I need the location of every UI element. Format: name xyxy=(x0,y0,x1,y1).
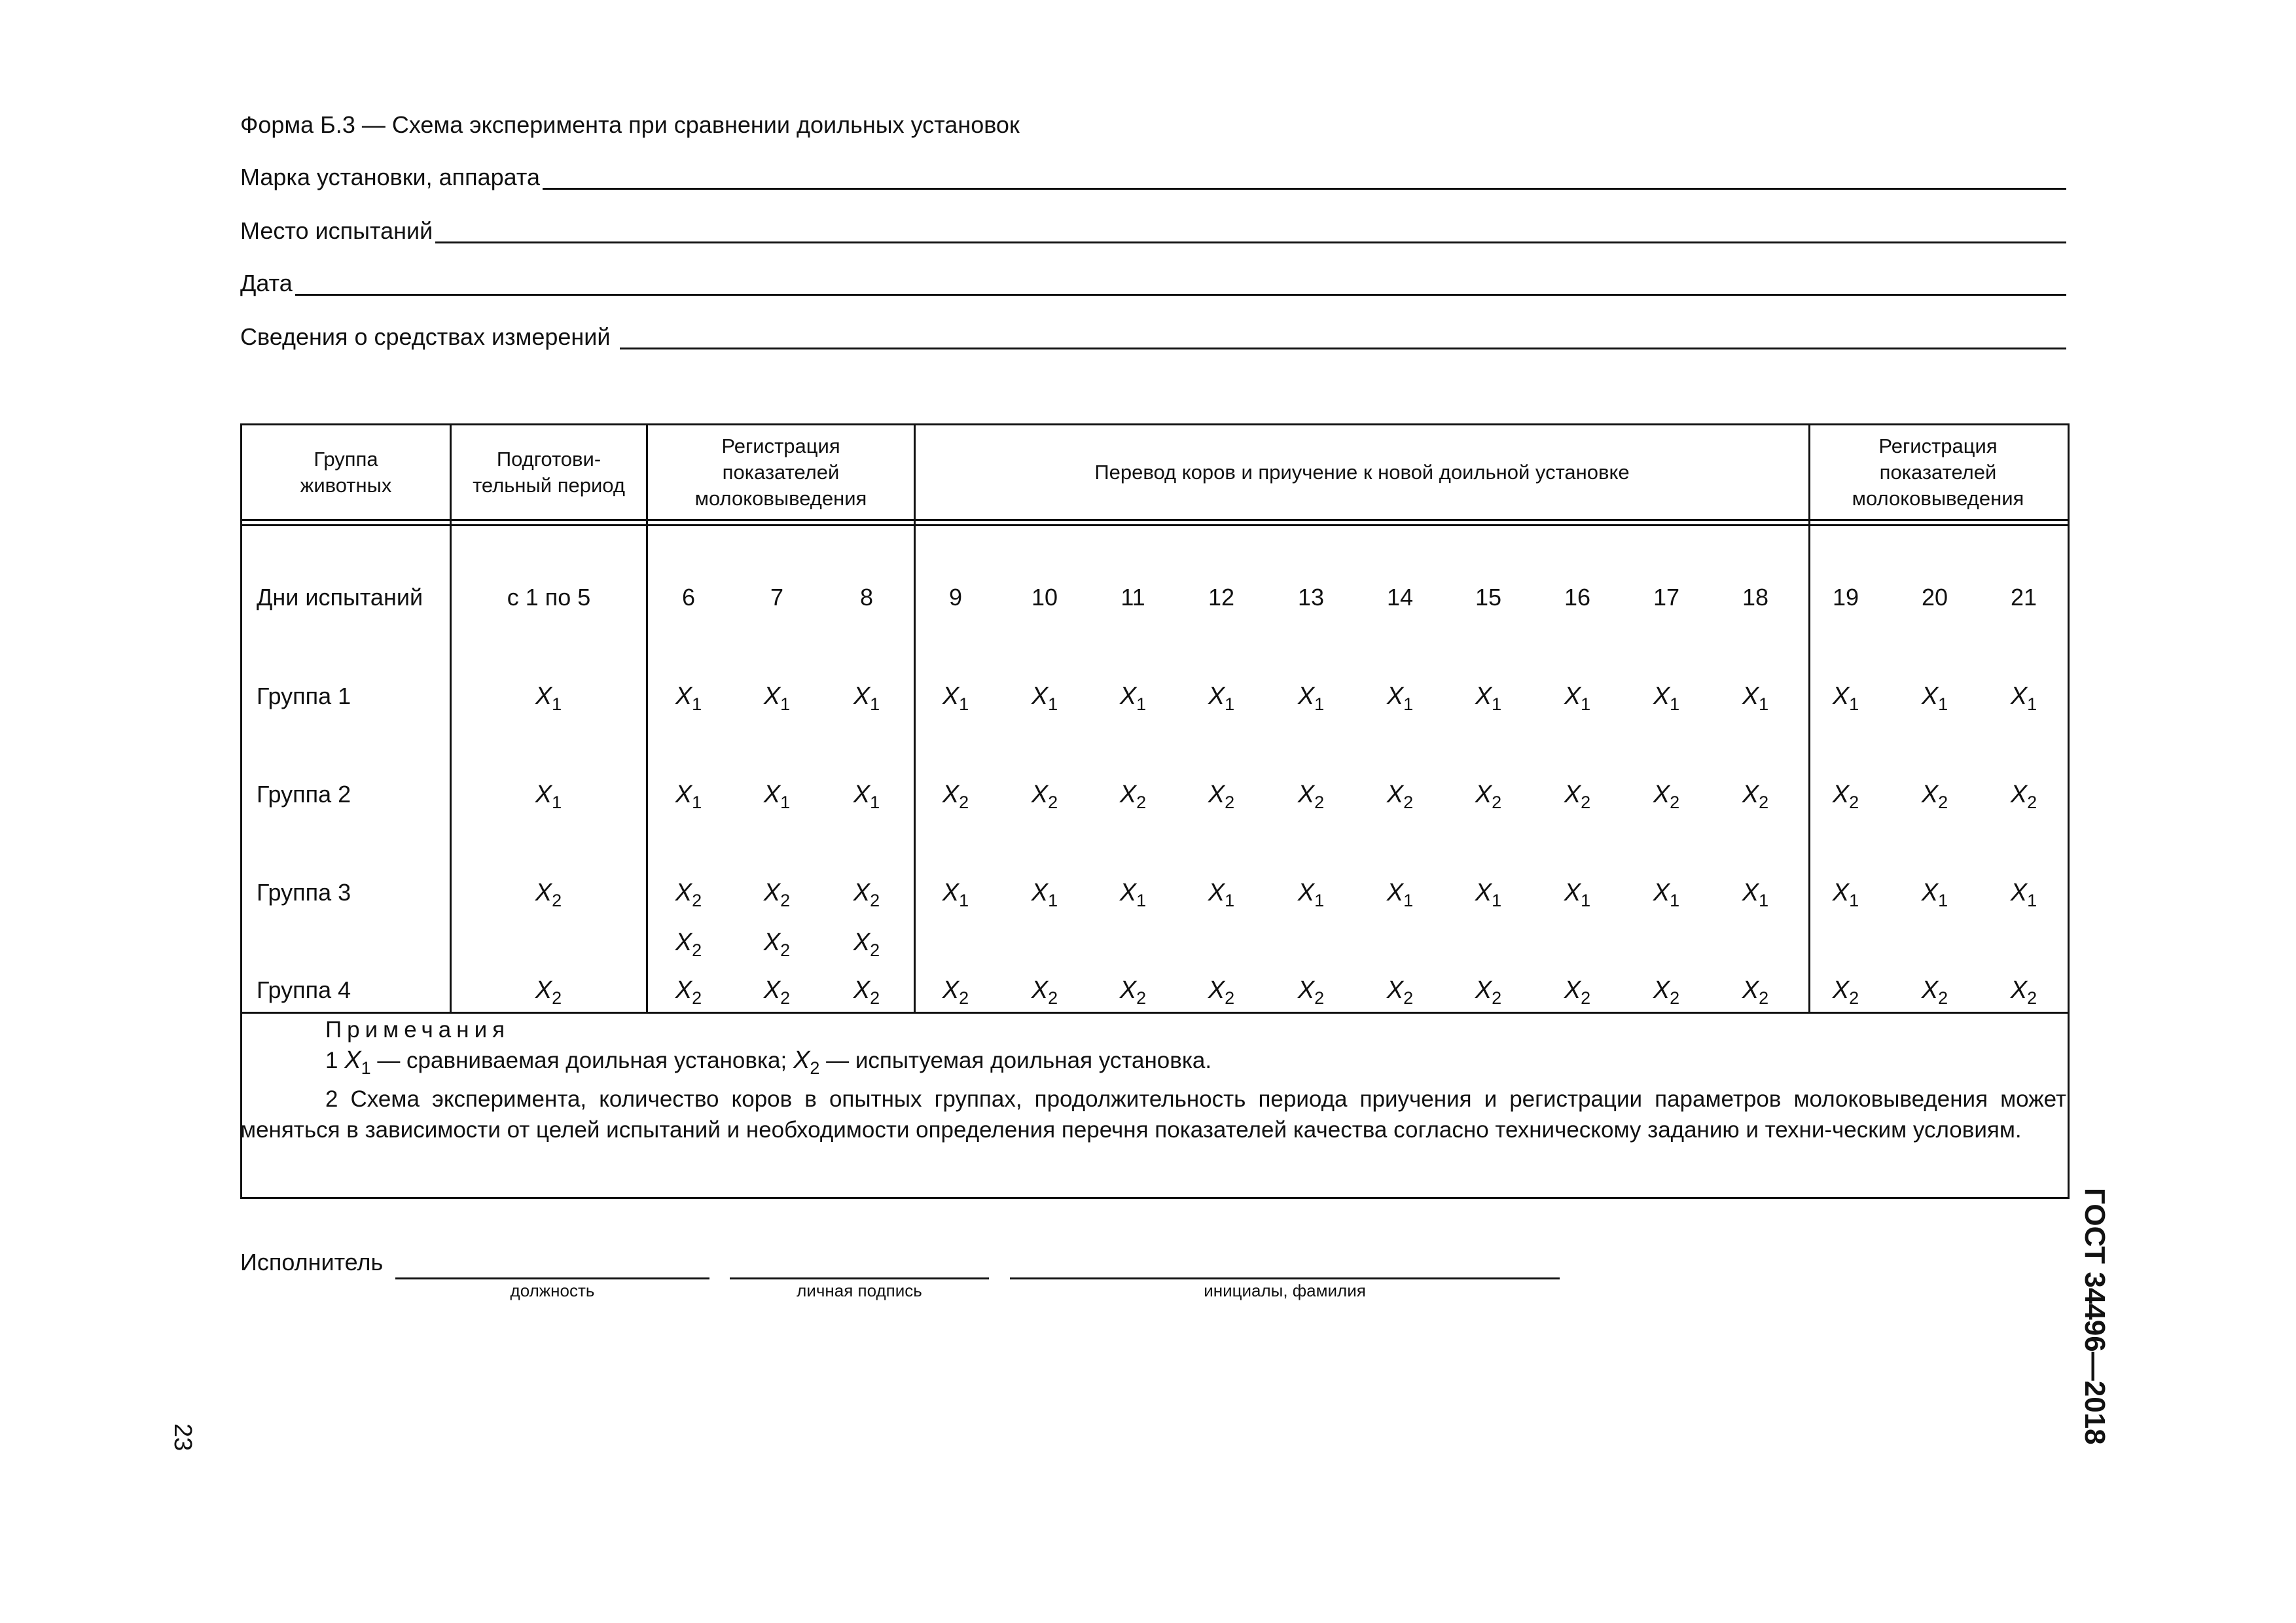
value-cell: $X_1$ xyxy=(1742,683,1769,714)
place-label: Место испытаний xyxy=(240,217,435,245)
value-cell: $X_1$ xyxy=(1921,683,1948,714)
value-cell: $X_2$ xyxy=(1832,781,1859,812)
header-reg2: Регистрация показателей молоковыведения xyxy=(1852,434,2024,510)
value-cell: $X_1$ xyxy=(1742,879,1769,910)
value-cell: $X_1$ xyxy=(853,781,880,812)
value-cell: $X_1$ xyxy=(1653,683,1680,714)
day-cell: 21 xyxy=(2010,584,2037,611)
value-cell: $X_1$ xyxy=(2010,683,2037,714)
value-cell: $X_2$ xyxy=(675,879,702,910)
brand-label: Марка установки, аппарата xyxy=(240,164,543,191)
value-cell: $X_2$ xyxy=(763,879,791,910)
header-divider-2 xyxy=(242,524,2068,526)
value-cell: $X_2$ xyxy=(2010,781,2037,812)
instruments-field[interactable] xyxy=(240,323,2066,355)
value-cell: $X_1$ xyxy=(1653,879,1680,910)
value-cell: $X_1$ xyxy=(1208,879,1235,910)
value-cell: $X_2$ xyxy=(1386,976,1414,1008)
group-4-label: Группа 4 xyxy=(257,976,351,1003)
value-cell: $X_2$ xyxy=(1031,976,1058,1008)
value-cell: $X_1$ xyxy=(1832,683,1859,714)
notes-title: Примечания xyxy=(325,1017,511,1043)
day-cell: 16 xyxy=(1564,584,1591,611)
day-cell: 10 xyxy=(1031,584,1058,611)
value-cell: $X_1$ xyxy=(1297,683,1325,714)
day-cell: 19 xyxy=(1832,584,1859,611)
page-number: 23 xyxy=(169,1423,196,1452)
value-cell: $X_2$ xyxy=(1297,781,1325,812)
value-cell: $X_1$ xyxy=(1564,879,1591,910)
signature-caption: личная подпись xyxy=(797,1281,922,1300)
prep-value-cell: $X_1$ xyxy=(535,683,562,714)
x2-symbol: $X_2$ xyxy=(793,1046,820,1078)
value-cell: $X_1$ xyxy=(763,781,791,812)
header-prep: Подготови- тельный период xyxy=(473,447,625,497)
value-cell: $X_2$ xyxy=(675,976,702,1008)
value-cell: $X_2$ xyxy=(1475,976,1502,1008)
value-cell: $X_2$ xyxy=(1564,976,1591,1008)
place-field[interactable] xyxy=(240,217,2066,249)
value-cell: $X_2$ xyxy=(853,976,880,1008)
header-divider-1 xyxy=(242,519,2068,521)
value-cell: $X_2$ xyxy=(1119,781,1147,812)
days-label: Дни испытаний xyxy=(257,584,423,611)
day-cell: 13 xyxy=(1297,584,1325,611)
value-cell: $X_1$ xyxy=(1475,879,1502,910)
value-cell: $X_2$ xyxy=(942,976,969,1008)
prep-days: с 1 по 5 xyxy=(507,584,591,611)
group-1-label: Группа 1 xyxy=(257,683,351,709)
header-transfer: Перевод коров и приучение к новой доильной установке xyxy=(1094,460,1630,484)
value-cell: $X_2$ xyxy=(942,781,969,812)
value-cell: $X_1$ xyxy=(675,781,702,812)
extra-value-cell: $X_2$ xyxy=(853,929,880,960)
header-group: Группа животных xyxy=(300,447,392,497)
day-cell: 15 xyxy=(1475,584,1502,611)
date-field[interactable] xyxy=(240,270,2066,301)
note-2: 2 Схема эксперимента, количество коров в опытных группах, продолжительность периода приучения и регистрации параметров молоковыведения может меняться в зависимости от целей испытаний и необходимости определения перечня показателей качества согласно техническому заданию и техни-ческим условиям. xyxy=(240,1086,2066,1143)
value-cell: $X_2$ xyxy=(1921,781,1948,812)
notes xyxy=(240,1014,2066,1145)
value-cell: $X_1$ xyxy=(1386,879,1414,910)
day-cell: 14 xyxy=(1386,584,1414,611)
value-cell: $X_1$ xyxy=(763,683,791,714)
day-cell: 8 xyxy=(859,584,874,611)
value-cell: $X_2$ xyxy=(1475,781,1502,812)
value-cell: $X_2$ xyxy=(763,976,791,1008)
value-cell: $X_2$ xyxy=(1742,781,1769,812)
value-cell: $X_2$ xyxy=(2010,976,2037,1008)
value-cell: $X_1$ xyxy=(1297,879,1325,910)
day-cell: 11 xyxy=(1121,584,1145,611)
position-caption: должность xyxy=(510,1281,595,1300)
value-cell: $X_1$ xyxy=(1832,879,1859,910)
value-cell: $X_1$ xyxy=(942,879,969,910)
day-cell: 9 xyxy=(948,584,963,611)
prep-value-cell: $X_1$ xyxy=(535,781,562,812)
value-cell: $X_1$ xyxy=(1386,683,1414,714)
value-cell: $X_2$ xyxy=(853,879,880,910)
group-3-label: Группа 3 xyxy=(257,879,351,906)
prep-value-cell: $X_2$ xyxy=(535,976,562,1008)
value-cell: $X_2$ xyxy=(1031,781,1058,812)
value-cell: $X_1$ xyxy=(1119,879,1147,910)
day-cell: 18 xyxy=(1742,584,1769,611)
day-cell: 12 xyxy=(1208,584,1235,611)
date-label: Дата xyxy=(240,270,295,297)
value-cell: $X_2$ xyxy=(1653,781,1680,812)
prep-value-cell: $X_2$ xyxy=(535,879,562,910)
value-cell: $X_1$ xyxy=(1208,683,1235,714)
value-cell: $X_1$ xyxy=(1119,683,1147,714)
name-caption: инициалы, фамилия xyxy=(1204,1281,1366,1300)
value-cell: $X_2$ xyxy=(1208,976,1235,1008)
name-line[interactable] xyxy=(1010,1277,1560,1279)
form-title: Форма Б.3 — Схема эксперимента при сравнении доильных установок xyxy=(240,111,1020,138)
value-cell: $X_1$ xyxy=(675,683,702,714)
value-cell: $X_1$ xyxy=(1475,683,1502,714)
extra-value-cell: $X_2$ xyxy=(763,929,791,960)
day-cell: 7 xyxy=(770,584,784,611)
value-cell: $X_2$ xyxy=(1653,976,1680,1008)
instruments-label: Сведения о средствах измерений xyxy=(240,323,620,351)
value-cell: $X_1$ xyxy=(1921,879,1948,910)
value-cell: $X_2$ xyxy=(1208,781,1235,812)
value-cell: $X_1$ xyxy=(853,683,880,714)
note-1: 1 $X_1$ — сравниваемая доильная установка; $X_2$ — испытуемая доильная установка. xyxy=(325,1046,1212,1078)
day-cell: 20 xyxy=(1921,584,1948,611)
value-cell: $X_1$ xyxy=(2010,879,2037,910)
value-cell: $X_2$ xyxy=(1564,781,1591,812)
value-cell: $X_1$ xyxy=(942,683,969,714)
value-cell: $X_2$ xyxy=(1119,976,1147,1008)
value-cell: $X_1$ xyxy=(1031,683,1058,714)
group-2-label: Группа 2 xyxy=(257,781,351,808)
x1-symbol: $X_1$ xyxy=(344,1046,371,1078)
value-cell: $X_2$ xyxy=(1921,976,1948,1008)
value-cell: $X_1$ xyxy=(1564,683,1591,714)
day-cell: 6 xyxy=(681,584,696,611)
value-cell: $X_2$ xyxy=(1386,781,1414,812)
signature-line[interactable] xyxy=(730,1277,989,1279)
value-cell: $X_2$ xyxy=(1742,976,1769,1008)
brand-field[interactable] xyxy=(240,164,2066,195)
position-line[interactable] xyxy=(395,1277,709,1279)
standard-designation: ГОСТ 34496—2018 xyxy=(2079,1188,2111,1445)
value-cell: $X_1$ xyxy=(1031,879,1058,910)
day-cell: 17 xyxy=(1653,584,1680,611)
extra-value-cell: $X_2$ xyxy=(675,929,702,960)
value-cell: $X_2$ xyxy=(1832,976,1859,1008)
executor-label: Исполнитель xyxy=(240,1249,384,1275)
notes-divider xyxy=(242,1012,2068,1014)
header-reg1: Регистрация показателей молоковыведения xyxy=(694,434,867,510)
value-cell: $X_2$ xyxy=(1297,976,1325,1008)
